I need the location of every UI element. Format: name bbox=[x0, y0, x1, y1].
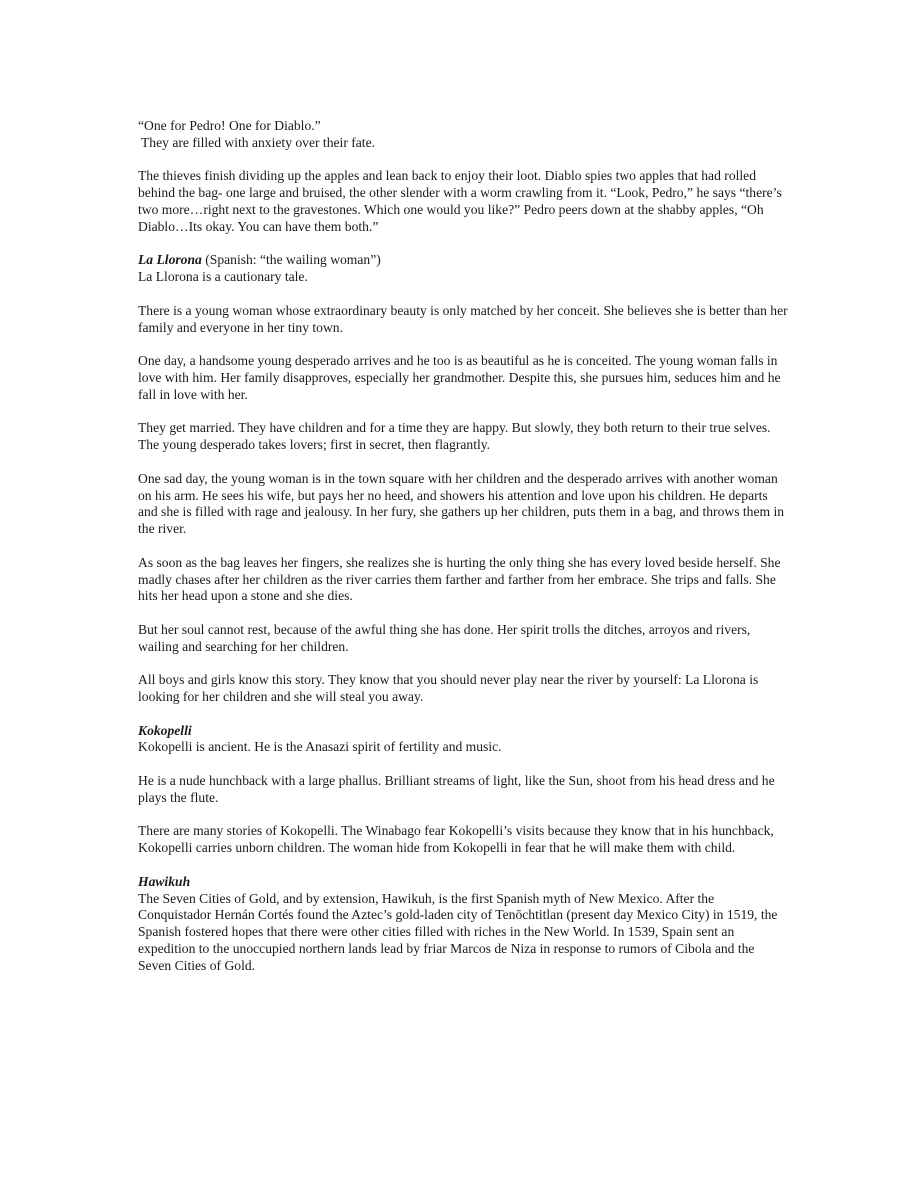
llorona-paragraph: One sad day, the young woman is in the town square with her children and the desperado arrives with another woman on his arm. He sees his wife, but pays her no heed, and showers his attention and love upon his children. He departs and she is filled with rage and jealousy. In her fury, she gathers up her children, puts them in a bag, and throws them in the river. bbox=[138, 470, 785, 537]
llorona-section-header bbox=[138, 252, 790, 286]
kokopelli-section-header bbox=[138, 723, 790, 757]
llorona-paragraph: There is a young woman whose extraordinary beauty is only matched by her conceit. She believes she is better than her family and everyone in her tiny town. bbox=[138, 302, 788, 335]
llorona-paragraph: One day, a handsome young desperado arrives and he too is as beautiful as he is conceited. The young woman falls in love with him. Her family disapproves, especially her grandmother. Despite this, she pursues him, seduces him and he fall in love with her. bbox=[138, 353, 781, 402]
llorona-intro: La Llorona is a cautionary tale. bbox=[138, 269, 308, 285]
kokopelli-paragraph: He is a nude hunchback with a large phallus. Brilliant streams of light, like the Sun, shoot from his head dress and he plays the flute. bbox=[138, 773, 775, 805]
hawikuh-section bbox=[138, 874, 790, 975]
hawikuh-body: The Seven Cities of Gold, and by extension, Hawikuh, is the first Spanish myth of New Mexico. After the Conquistador Hernán Cortés found the Aztec’s gold-laden city of Tenōchtitlan (present day Mexico City) in 1519, the Spanish fostered hopes that there were other cities filled with riches in the New World. In 1539, Spain sent an expedition to the unoccupied northern lands lead by friar Marcos de Niza in response to rumors of Cibola and the Seven Cities of Gold. bbox=[138, 890, 778, 973]
llorona-paragraph: But her soul cannot rest, because of the awful thing she has done. Her spirit trolls the ditches, arroyos and rivers, wailing and searching for her children. bbox=[138, 621, 751, 654]
llorona-heading: La Llorona bbox=[138, 252, 202, 268]
intro-block bbox=[138, 118, 790, 152]
thieves-paragraph: The thieves finish dividing up the apples and lean back to enjoy their loot. Diablo spies two apples that had rolled behind the bag- one large and bruised, the other slender with a worm crawling from it. “Look, Pedro,” he says “there’s two more…right next to the gravestones. Which one would you like?” Pedro peers down at the shabby apples, “Oh Diablo…Its okay. You can have them both.” bbox=[138, 168, 782, 234]
kokopelli-heading: Kokopelli bbox=[138, 722, 192, 738]
kokopelli-paragraph: There are many stories of Kokopelli. The Winabago fear Kokopelli’s visits because they know that in his hunchback, Kokopelli carries unborn children. The woman hide from Kokopelli in fear that he will make them with child. bbox=[138, 823, 774, 856]
llorona-subtitle: (Spanish: “the wailing woman”) bbox=[201, 252, 381, 268]
document-page bbox=[138, 118, 790, 975]
intro-line-2: They are filled with anxiety over their fate. bbox=[141, 134, 376, 150]
llorona-paragraph: All boys and girls know this story. They know that you should never play near the river by yourself: La Llorona is looking for her children and she will steal you away. bbox=[138, 672, 759, 705]
llorona-paragraph: As soon as the bag leaves her fingers, she realizes she is hurting the only thing she has every loved beside herself. She madly chases after her children as the river carries them farther and farther from her embrace. She trips and falls. She hits her head upon a stone and she dies. bbox=[138, 554, 781, 604]
kokopelli-intro: Kokopelli is ancient. He is the Anasazi spirit of fertility and music. bbox=[138, 739, 502, 755]
hawikuh-heading: Hawikuh bbox=[138, 873, 191, 889]
intro-line-1: “One for Pedro! One for Diablo.” bbox=[138, 118, 321, 133]
llorona-paragraph: They get married. They have children and for a time they are happy. But slowly, they both return to their true selves. The young desperado takes lovers; first in secret, then flagrantly. bbox=[138, 420, 771, 453]
